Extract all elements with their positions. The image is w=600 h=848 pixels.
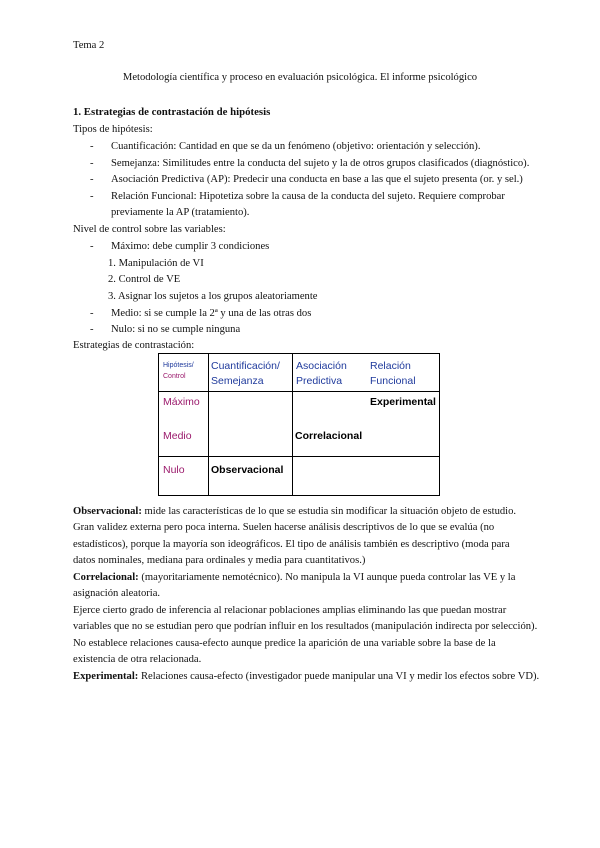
list-item: Cuantificación: Cantidad en que se da un fenómeno (objetivo: orientación y selección). [111,141,481,152]
bullet-dash: - [90,308,94,319]
condition-item: 3. Asignar los sujetos a los grupos aleatoriamente [108,291,318,302]
corr-label: Correlacional: [73,572,139,583]
obs-line: estadísticos), porque la mayoría son ideográficos. El tipo de análisis también es descriptivo (moda para [73,539,510,550]
table-border [158,456,440,457]
table-border [158,495,440,496]
list-item-nulo: Nulo: si no se cumple ninguna [111,324,241,335]
table-border [292,353,293,496]
section-heading: 1. Estrategias de contrastación de hipótesis [73,106,271,118]
cell-experimental: Experimental [370,396,436,408]
cell-observacional: Observacional [211,464,284,476]
topic-label: Tema 2 [73,40,105,51]
table-border [158,353,440,354]
corr-line: asignación aleatoria. [73,588,161,599]
corr-line: No establece relaciones causa-efecto aunque predice la aparición de una variable sobre la base de la [73,638,496,649]
document-title: Metodología científica y proceso en evaluación psicológica. El informe psicológico [122,72,478,83]
col-header-semejanza: Semejanza [211,375,264,387]
table-border [158,353,159,496]
corr-line: existencia de otra relacionada. [73,654,202,665]
bullet-dash: - [90,158,94,169]
corr-paragraph [73,570,515,587]
row-header-medio: Medio [163,430,192,442]
strategy-table [158,353,440,496]
col-header-predictiva: Predictiva [296,375,343,387]
col-header-cuantificacion: Cuantificación/ [211,360,280,372]
list-item-maximo: Máximo: debe cumplir 3 condiciones [111,241,270,252]
obs-line: Gran validez externa pero poca interna. Suelen hacerse análisis descriptivos de lo que se evalúa (no [73,522,495,533]
col-header-funcional: Funcional [370,375,416,387]
list-item: Relación Funcional: Hipotetiza sobre la causa de la conducta del sujeto. Requiere comprobar [111,191,505,202]
obs-paragraph [73,504,516,521]
exp-label: Experimental: [73,671,139,682]
bullet-dash: - [90,191,94,202]
row-header-nulo: Nulo [163,464,185,476]
estrategias-label: Estrategias de contrastación: [73,340,195,351]
bullet-dash: - [90,241,94,252]
exp-text: Relaciones causa-efecto (investigador puede manipular una VI y medir los efectos sobre VD). [138,671,540,682]
table-border [439,353,440,496]
bullet-dash: - [90,174,94,185]
obs-label: Observacional: [73,506,142,517]
list-item: Semejanza: Similitudes entre la conducta del sujeto y la de otros grupos clasificados (diagnóstico). [111,158,530,169]
obs-text: mide las características de lo que se estudia sin modificar la situación objeto de estudio. [141,506,517,517]
bullet-dash: - [90,324,94,335]
bullet-dash: - [90,141,94,152]
table-border [208,353,209,496]
table-corner-line2: Control [163,373,186,380]
list-item: Asociación Predictiva (AP): Predecir una conducta en base a las que el sujeto presenta (or. y sel.) [111,174,523,185]
exp-paragraph [73,669,539,686]
corr-text: (mayoritariamente nemotécnico). No manipula la VI aunque pueda controlar las VE y la [138,572,516,583]
col-header-relacion: Relación [370,360,411,372]
tipos-label: Tipos de hipótesis: [73,124,153,135]
cell-correlacional: Correlacional [295,430,363,442]
row-header-maximo: Máximo [163,396,200,408]
list-item-medio: Medio: si se cumple la 2ª y una de las otras dos [111,308,312,319]
table-corner-line1: Hipótesis/ [163,362,194,369]
col-header-asociacion: Asociación [296,360,347,372]
condition-item: 1. Manipulación de VI [108,258,204,269]
table-border [158,391,440,392]
list-item-continuation: previamente la AP (tratamiento). [111,207,250,218]
corr-line: variables que no se estudian pero que podrían influir en los resultados (manipulación indirecta por selección). [73,621,538,632]
corr-line: Ejerce cierto grado de inferencia al relacionar poblaciones amplias eliminando las que puedan mostrar [73,605,507,616]
nivel-label: Nivel de control sobre las variables: [73,224,226,235]
condition-item: 2. Control de VE [108,274,181,285]
obs-line: datos nominales, mediana para ordinales y media para cuantitativos.) [73,555,366,566]
